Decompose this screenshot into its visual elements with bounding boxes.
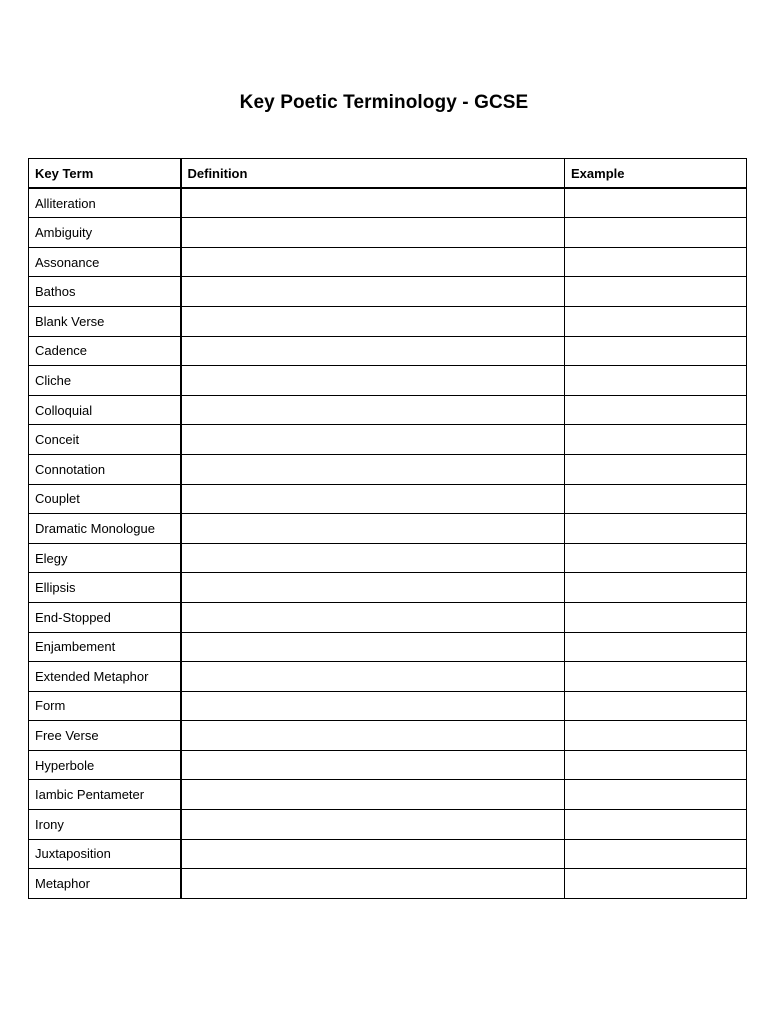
example-cell[interactable] — [565, 662, 747, 692]
table-row — [29, 839, 747, 869]
example-cell[interactable] — [565, 395, 747, 425]
term-cell: Cadence — [29, 336, 181, 366]
definition-cell[interactable] — [181, 691, 565, 721]
term-cell: Alliteration — [29, 188, 181, 218]
example-cell[interactable] — [565, 721, 747, 751]
example-cell[interactable] — [565, 425, 747, 455]
definition-cell[interactable] — [181, 366, 565, 396]
example-cell[interactable] — [565, 366, 747, 396]
table-row — [29, 780, 747, 810]
example-cell[interactable] — [565, 277, 747, 307]
page-title: Key Poetic Terminology - GCSE — [239, 92, 529, 113]
terminology-table — [28, 158, 747, 899]
header-key-term: Key Term — [29, 159, 181, 189]
table-row — [29, 691, 747, 721]
term-cell: Irony — [29, 810, 181, 840]
example-cell[interactable] — [565, 869, 747, 899]
table-row — [29, 543, 747, 573]
term-cell: End-Stopped — [29, 602, 181, 632]
term-cell: Form — [29, 691, 181, 721]
table-row — [29, 869, 747, 899]
table-row — [29, 573, 747, 603]
table-row — [29, 395, 747, 425]
term-cell: Metaphor — [29, 869, 181, 899]
example-cell[interactable] — [565, 780, 747, 810]
example-cell[interactable] — [565, 484, 747, 514]
definition-cell[interactable] — [181, 306, 565, 336]
table-row — [29, 721, 747, 751]
term-cell: Juxtaposition — [29, 839, 181, 869]
table-row — [29, 632, 747, 662]
term-cell: Ambiguity — [29, 218, 181, 248]
definition-cell[interactable] — [181, 869, 565, 899]
definition-cell[interactable] — [181, 839, 565, 869]
example-cell[interactable] — [565, 336, 747, 366]
term-cell: Free Verse — [29, 721, 181, 751]
definition-cell[interactable] — [181, 543, 565, 573]
example-cell[interactable] — [565, 247, 747, 277]
definition-cell[interactable] — [181, 602, 565, 632]
term-cell: Iambic Pentameter — [29, 780, 181, 810]
table-row — [29, 662, 747, 692]
definition-cell[interactable] — [181, 425, 565, 455]
definition-cell[interactable] — [181, 247, 565, 277]
definition-cell[interactable] — [181, 514, 565, 544]
example-cell[interactable] — [565, 188, 747, 218]
example-cell[interactable] — [565, 514, 747, 544]
table-header — [29, 159, 747, 189]
definition-cell[interactable] — [181, 662, 565, 692]
definition-cell[interactable] — [181, 188, 565, 218]
definition-cell[interactable] — [181, 218, 565, 248]
definition-cell[interactable] — [181, 780, 565, 810]
table-row — [29, 336, 747, 366]
term-cell: Connotation — [29, 454, 181, 484]
definition-cell[interactable] — [181, 484, 565, 514]
table-row — [29, 750, 747, 780]
definition-cell[interactable] — [181, 810, 565, 840]
definition-cell[interactable] — [181, 750, 565, 780]
table-row — [29, 306, 747, 336]
table-row — [29, 366, 747, 396]
definition-cell[interactable] — [181, 454, 565, 484]
term-cell: Enjambement — [29, 632, 181, 662]
term-cell: Extended Metaphor — [29, 662, 181, 692]
table-row — [29, 514, 747, 544]
example-cell[interactable] — [565, 602, 747, 632]
table-row — [29, 277, 747, 307]
example-cell[interactable] — [565, 839, 747, 869]
example-cell[interactable] — [565, 810, 747, 840]
definition-cell[interactable] — [181, 395, 565, 425]
example-cell[interactable] — [565, 573, 747, 603]
example-cell[interactable] — [565, 218, 747, 248]
example-cell[interactable] — [565, 632, 747, 662]
definition-cell[interactable] — [181, 277, 565, 307]
example-cell[interactable] — [565, 454, 747, 484]
example-cell[interactable] — [565, 543, 747, 573]
table-row — [29, 188, 747, 218]
definition-cell[interactable] — [181, 632, 565, 662]
table-body — [29, 188, 747, 898]
header-row — [29, 159, 747, 189]
definition-cell[interactable] — [181, 721, 565, 751]
term-cell: Colloquial — [29, 395, 181, 425]
term-cell: Couplet — [29, 484, 181, 514]
table-row — [29, 810, 747, 840]
definition-cell[interactable] — [181, 573, 565, 603]
term-cell: Conceit — [29, 425, 181, 455]
table-row — [29, 484, 747, 514]
header-definition: Definition — [181, 159, 565, 189]
example-cell[interactable] — [565, 306, 747, 336]
example-cell[interactable] — [565, 691, 747, 721]
term-cell: Bathos — [29, 277, 181, 307]
term-cell: Blank Verse — [29, 306, 181, 336]
example-cell[interactable] — [565, 750, 747, 780]
table-row — [29, 454, 747, 484]
table-row — [29, 218, 747, 248]
table-row — [29, 425, 747, 455]
table-row — [29, 602, 747, 632]
term-cell: Elegy — [29, 543, 181, 573]
header-example: Example — [565, 159, 747, 189]
term-cell: Ellipsis — [29, 573, 181, 603]
term-cell: Hyperbole — [29, 750, 181, 780]
term-cell: Assonance — [29, 247, 181, 277]
term-cell: Cliche — [29, 366, 181, 396]
term-cell: Dramatic Monologue — [29, 514, 181, 544]
table-row — [29, 247, 747, 277]
definition-cell[interactable] — [181, 336, 565, 366]
